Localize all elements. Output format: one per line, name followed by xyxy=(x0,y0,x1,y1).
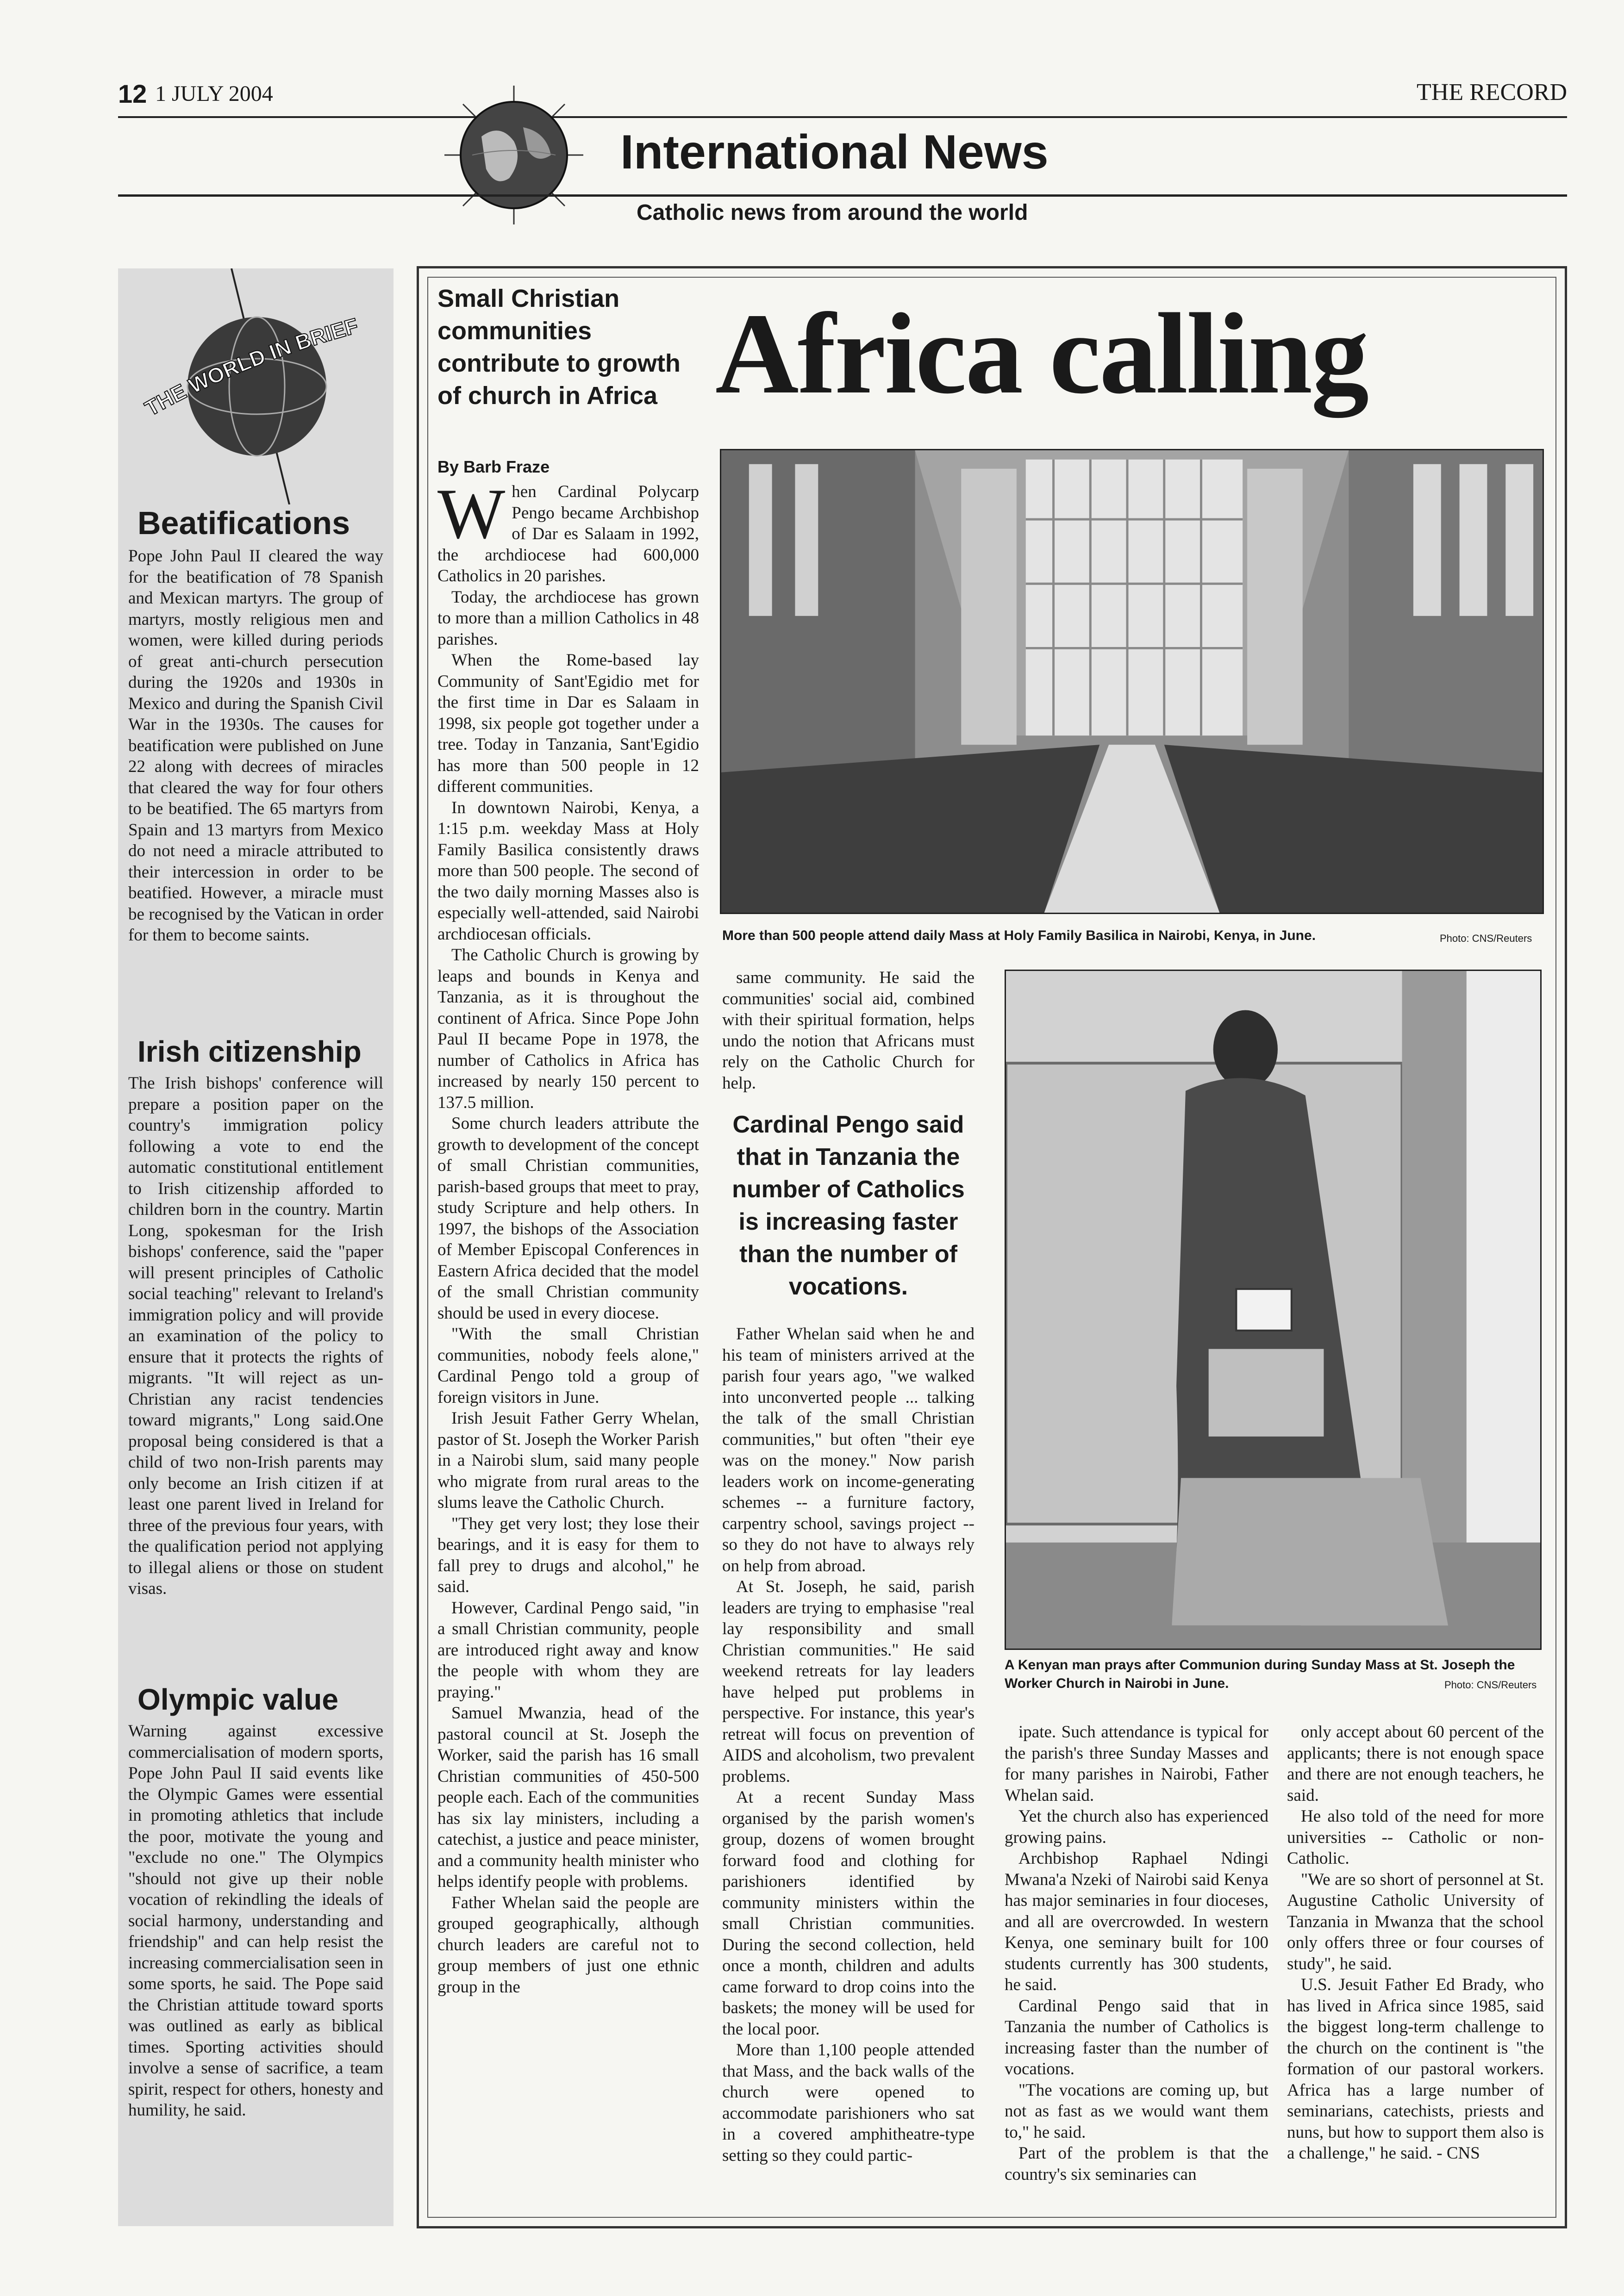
world-in-brief-logo xyxy=(132,268,382,504)
article-paragraph: When the Rome-based lay Community of Sant'Egidio met for the first time in Dar es Salaam in 1998, six people got together under a tree. Today in Tanzania, Sant'Egidio has more than 500 people in 12 different communities. xyxy=(437,651,699,796)
article-paragraph: "We are so short of personnel at St. Augustine Catholic University of Tanzania in Mwanza that the school only offers three or four courses of study", he said. xyxy=(1287,1870,1544,1973)
article-paragraph: Some church leaders attribute the growth to development of the concept of small Christian communities, parish-based groups that meet to pray, study Scripture and help others. In 1997, the bishops of the Association of Member Episcopal Conferences in Eastern Africa decided that the model of the small Christian community should be used in every diocese. xyxy=(437,1114,699,1323)
article-column-2-top xyxy=(722,967,974,1094)
brief-body: Warning against excessive commercialisation of modern sports, Pope John Paul II said events like the Olympic Games were essential in promoting athletics that include the poor, motivate the young and "exclude no one." The Olympics "should not give up their noble vocation of rekindling the ideals of social harmony, understanding and friendship" and can help resist the increasing commercialisation seen in some sports, he said. The Pope said the Christian attitude toward sports was outlined as early as biblical times. Sporting activities should involve a sense of sacrifice, a team spirit, respect for others, honesty and humility, he said. xyxy=(128,1722,383,2120)
brief-body: Pope John Paul II cleared the way for the beatification of 78 Spanish and Mexican martyrs. The group of martyrs, mostly religious men and women, were killed during periods of great anti-church persecution during the 1920s and 1930s in Mexico and during the Spanish Civil War in the 1930s. The causes for beatification were published on June 22 along with decrees of miracles that cleared the way for four others to be beatified. The 65 martyrs from Spain and 13 martyrs from Mexico do not need a miracle attributed to their intercession in order to be beatified. However, a miracle must be recognised by the Vatican in order for them to become saints. xyxy=(128,547,383,945)
article-column-3 xyxy=(1005,1722,1268,2185)
prayer-caption: A Kenyan man prays after Communion during Sunday Mass at St. Joseph the Worker Church in Nairobi in June. xyxy=(1005,1657,1515,1691)
article-paragraph: Archbishop Raphael Ndingi Mwana'a Nzeki of Nairobi said Kenya has major seminaries in four dioceses, and all are overcrowded. In western Kenya, one seminary built for 100 students currently has 300 students, he said. xyxy=(1005,1849,1268,1994)
world-in-brief-sidebar xyxy=(118,268,394,2226)
article-column-4 xyxy=(1287,1722,1544,2164)
article-paragraph: In downtown Nairobi, Kenya, a 1:15 p.m. weekday Mass at Holy Family Basilica consistently draws more than 500 people. The second of the two daily morning Masses also is especially well-attended, said Nairobi archdiocesan officials. xyxy=(437,798,699,944)
article-paragraph: Father Whelan said when he and his team of ministers arrived at the parish four years ago, "we walked into unconverted people ... talking the talk of the small Christian communities," but often "their eye was on the money." Now parish leaders work on income-generating schemes -- a furniture factory, carpentry school, savings project -- so they do not have to always rely on help from abroad. xyxy=(722,1325,974,1575)
article-paragraph: Samuel Mwanzia, head of the pastoral council at St. Joseph the Worker, said the parish has 16 small Christian communities of 450-500 people each. Each of the communities has six lay ministers, including a catechist, a justice and peace minister, and a community health minister who helps identify people with problems. xyxy=(437,1704,699,1891)
brief-heading: Beatifications xyxy=(137,505,350,541)
article-paragraph: Today, the archdiocese has grown to more than a million Catholics in 48 parishes. xyxy=(437,587,699,649)
globe-icon xyxy=(444,86,583,224)
article-paragraph: However, Cardinal Pengo said, "in a small Christian community, people are introduced right away and know the people with whom they are praying." xyxy=(437,1598,699,1702)
brief-heading: Olympic value xyxy=(137,1683,338,1716)
article-paragraph: "The vocations are coming up, but not as fast as we would want them to," he said. xyxy=(1005,2080,1268,2142)
basilica-caption: More than 500 people attend daily Mass at Holy Family Basilica in Nairobi, Kenya, in June. xyxy=(722,928,1316,943)
paper-name: THE RECORD xyxy=(1417,79,1567,106)
basilica-photo xyxy=(720,449,1544,914)
pull-quote: Cardinal Pengo said that in Tanzania the number of Catholics is increasing faster than the number of vocations. xyxy=(732,1111,965,1300)
article-headline: Africa calling xyxy=(715,290,1368,418)
article-byline: By Barb Fraze xyxy=(437,457,550,476)
brief-heading: Irish citizenship xyxy=(137,1035,362,1068)
article-paragraph: Yet the church also has experienced growing pains. xyxy=(1005,1807,1268,1847)
basilica-credit: Photo: CNS/Reuters xyxy=(1440,933,1532,944)
article-paragraph: Cardinal Pengo said that in Tanzania the number of Catholics is increasing faster than the number of vocations. xyxy=(1005,1996,1268,2078)
article-paragraph: same community. He said the communities' social aid, combined with their spiritual formation, helps undo the notion that Africans must rely on the Catholic Church for help. xyxy=(722,968,974,1093)
section-subtitle: Catholic news from around the world xyxy=(637,200,1028,225)
article-paragraph: "With the small Christian communities, nobody feels alone," Cardinal Pengo told a group of foreign visitors in June. xyxy=(437,1325,699,1407)
article-kicker: Small Christian communities contribute to growth of church in Africa xyxy=(437,285,681,410)
article-column-1 xyxy=(437,474,699,1997)
article-paragraph: At St. Joseph, he said, parish leaders are trying to emphasise "real lay responsibility and small Christian communities." He said weekend retreats for lay leaders have helped put problems in perspective. For instance, this year's retreat will focus on prevention of AIDS and alcoholism, two prevalent problems. xyxy=(722,1577,974,1786)
world-in-brief-text: THE WORLD IN BRIEF xyxy=(141,313,361,421)
article-paragraph: only accept about 60 percent of the applicants; there is not enough space and there are not enough teachers, he said. xyxy=(1287,1723,1544,1805)
article-paragraph: U.S. Jesuit Father Ed Brady, who has lived in Africa since 1985, said the biggest long-term challenge to the church on the continent is "the formation of our pastoral workers. Africa has a large number of seminarians, catechists, priests and nuns, but how to support them also is a challenge," he said. - CNS xyxy=(1287,1975,1544,2163)
article-paragraph: "They get very lost; they lose their bearings, and it is easy for them to fall prey to drugs and alcohol," he said. xyxy=(437,1514,699,1596)
article-paragraph: hen Cardinal Polycarp Pengo became Archbishop of Dar es Salaam in 1992, the archdiocese had 600,000 Catholics in 20 parishes. xyxy=(437,482,699,585)
brief-body: The Irish bishops' conference will prepare a position paper on the country's immigration policy following a vote to end the automatic constitutional entitlement to Irish citizenship afforded to children born in the country. Martin Long, spokesman for the Irish bishops' conference, said the "paper will present principles of Catholic social teaching" relevant to Ireland's immigration policy and will provide an examination of the policy to ensure that it protects the rights of migrants. "It will reject as un-Christian any racist tendencies toward migrants," Long said.One proposal being considered is that a child of two non-Irish parents may only become an Irish citizen if at least one parent lived in Ireland for three of the previous four years, with the qualification period not applying to illegal aliens or those on student visas. xyxy=(128,1074,383,1598)
article-paragraph: Irish Jesuit Father Gerry Whelan, pastor of St. Joseph the Worker Parish in a Nairobi slum, said many people who migrate from rural areas to the slums leave the Catholic Church. xyxy=(437,1409,699,1512)
issue-date: 1 JULY 2004 xyxy=(155,81,273,106)
dropcap: W xyxy=(437,474,506,554)
article-paragraph: He also told of the need for more universities -- Catholic or non-Catholic. xyxy=(1287,1807,1544,1868)
section-rule xyxy=(118,194,1567,197)
article-paragraph: At a recent Sunday Mass organised by the parish women's group, dozens of women brought forward food and clothing for parishioners identified by community ministers within the small Christian communities. During the second collection, held once a month, children and adults came forward to drop coins into the baskets; the money will be used for the local poor. xyxy=(722,1788,974,2039)
prayer-credit: Photo: CNS/Reuters xyxy=(1444,1679,1537,1691)
article-column-2-bottom xyxy=(722,1324,974,2166)
page-header xyxy=(118,76,1567,118)
page-number: 12 xyxy=(118,79,147,108)
prayer-photo xyxy=(1005,970,1542,1650)
article-paragraph: Part of the problem is that the country's six seminaries can xyxy=(1005,2144,1268,2184)
section-title: International News xyxy=(620,125,1049,179)
article-paragraph: Father Whelan said the people are grouped geographically, although church leaders are careful not to group members of just one ethnic group in the xyxy=(437,1893,699,1997)
article-paragraph: The Catholic Church is growing by leaps and bounds in Kenya and Tanzania, as it is throughout the continent of Africa. Since Pope John Paul II became Pope in 1978, the number of Catholics in Africa has increased by nearly 150 percent to 137.5 million. xyxy=(437,946,699,1112)
article-paragraph: ipate. Such attendance is typical for the parish's three Sunday Masses and for many parishes in Nairobi, Father Whelan said. xyxy=(1005,1723,1268,1805)
article-paragraph: More than 1,100 people attended that Mass, and the back walls of the church were opened to accommodate parishioners who sat in a covered amphitheatre-type setting so they could partic- xyxy=(722,2041,974,2165)
